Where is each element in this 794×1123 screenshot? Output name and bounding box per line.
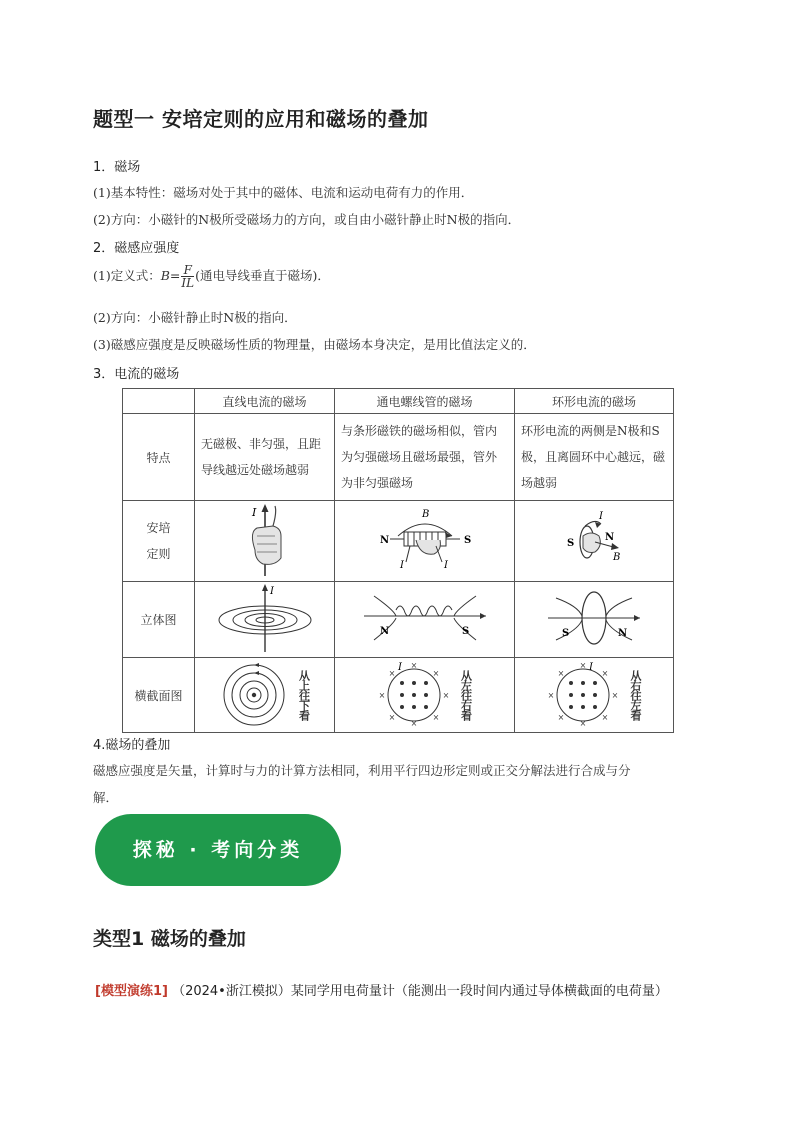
ring-cross-section-icon <box>545 662 621 728</box>
svg-text:×: × <box>388 669 395 678</box>
current-label: I <box>589 662 593 673</box>
view-direction-left-right: 从左往右看 <box>459 670 473 720</box>
example-line <box>95 980 668 999</box>
svg-text:×: × <box>442 691 449 700</box>
cross-solenoid-cell <box>335 658 515 733</box>
definition-prefix: (1)定义式： <box>93 268 161 283</box>
header-empty <box>123 389 195 414</box>
current-label: I <box>397 662 402 673</box>
south-label: S <box>562 628 570 639</box>
stereo-straight-cell <box>195 582 335 658</box>
ampere-ring-cell <box>515 501 674 582</box>
type-heading: 类型1 磁场的叠加 <box>93 928 246 950</box>
north-label: N <box>379 534 389 546</box>
page-title: 题型一 安培定则的应用和磁场的叠加 <box>93 107 429 131</box>
svg-text:×: × <box>432 713 439 722</box>
category-banner-text: 探秘 · 考向分类 <box>132 839 304 861</box>
stereo-ring-cell <box>515 582 674 658</box>
section-2-definition <box>93 264 330 289</box>
ampere-solenoid-cell <box>335 501 515 582</box>
fraction-denominator: IL <box>181 276 195 290</box>
north-label: N <box>605 531 615 543</box>
view-direction-top: 从上往下看 <box>297 670 311 720</box>
header-straight: 直线电流的磁场 <box>195 389 335 414</box>
svg-text:×: × <box>547 691 555 700</box>
feature-straight: 无磁极、非匀强，且距导线越远处磁场越弱 <box>195 414 335 501</box>
straight-field-3d-icon <box>210 582 320 654</box>
category-banner <box>95 814 341 886</box>
right-hand-ring-icon <box>539 502 649 578</box>
section-1-heading: 1．磁场 <box>93 160 141 175</box>
section-2-line-3: (3)磁感应强度是反映磁场性质的物理量，由磁场本身决定，是用比值法定义的． <box>93 337 536 352</box>
south-label: S <box>463 534 471 546</box>
ring-field-3d-icon <box>534 582 654 654</box>
feature-solenoid: 与条形磁铁的磁场相似，管内为匀强磁场且磁场最强，管外为非匀强磁场 <box>335 414 515 501</box>
section-2-heading: 2．磁感应强度 <box>93 241 180 256</box>
straight-cross-section-icon <box>218 662 290 728</box>
row-label-features: 特点 <box>123 414 195 501</box>
header-ring: 环形电流的磁场 <box>515 389 674 414</box>
north-label: N <box>379 626 389 637</box>
svg-text:×: × <box>601 669 609 678</box>
section-4-heading: 4.磁场的叠加 <box>93 738 171 753</box>
solenoid-field-3d-icon <box>350 582 500 654</box>
svg-text:×: × <box>579 719 587 728</box>
svg-text:×: × <box>410 662 417 670</box>
fraction <box>181 264 194 289</box>
table-row-features <box>123 414 674 501</box>
table-row-stereo <box>123 582 674 658</box>
cross-straight-cell <box>195 658 335 733</box>
table-header-row <box>123 389 674 414</box>
definition-lhs: B= <box>160 268 181 283</box>
ampere-straight-cell <box>195 501 335 582</box>
field-label: B <box>421 508 429 520</box>
current-label: I <box>251 505 256 519</box>
svg-text:×: × <box>410 719 417 728</box>
table-row-ampere <box>123 501 674 582</box>
row-label-ampere-1: 安培 <box>146 521 171 535</box>
view-direction-right-left: 从右往左看 <box>629 670 642 720</box>
section-1-line-2: (2)方向：小磁针的N极所受磁场力的方向，或自由小磁针静止时N极的指向． <box>93 212 521 227</box>
row-label-stereo: 立体图 <box>123 582 195 658</box>
svg-text:×: × <box>432 669 439 678</box>
section-4-line-1: 磁感应强度是矢量，计算时与力的计算方法相同，利用平行四边形定则或正交分解法进行合成与分 <box>93 763 631 778</box>
feature-ring: 环形电流的两侧是N极和S极，且离圆环中心越远，磁场越弱 <box>515 414 674 501</box>
svg-text:×: × <box>601 713 609 722</box>
cross-ring-cell <box>515 658 674 733</box>
table-row-cross <box>123 658 674 733</box>
current-label-left: I <box>399 559 404 571</box>
current-label: I <box>269 586 274 597</box>
section-3-heading: 3．电流的磁场 <box>93 367 180 382</box>
example-tag: [模型演练1] <box>95 984 168 999</box>
svg-text:×: × <box>557 669 565 678</box>
field-label: B <box>613 551 621 563</box>
svg-text:×: × <box>378 691 385 700</box>
definition-suffix: (通电导线垂直于磁场)． <box>195 268 330 283</box>
south-label: S <box>461 626 469 637</box>
section-4-line-2: 解． <box>93 790 119 805</box>
solenoid-cross-section-icon <box>376 662 452 728</box>
current-label: I <box>599 510 603 522</box>
row-label-cross: 横截面图 <box>123 658 195 733</box>
north-label: N <box>618 628 628 639</box>
example-text: （2024•浙江模拟）某同学用电荷量计（能测出一段时间内通过导体横截面的电荷量） <box>172 984 668 999</box>
svg-text:×: × <box>579 662 587 670</box>
stereo-solenoid-cell <box>335 582 515 658</box>
magnetic-field-table <box>122 388 674 733</box>
section-2-line-2: (2)方向：小磁针静止时N极的指向． <box>93 310 297 325</box>
fraction-numerator: F <box>181 264 194 277</box>
svg-text:×: × <box>557 713 565 722</box>
current-label-right: I <box>443 559 448 571</box>
south-label: S <box>567 537 575 549</box>
right-hand-straight-icon <box>215 502 315 578</box>
row-label-ampere-2: 定则 <box>146 547 171 561</box>
svg-text:×: × <box>611 691 619 700</box>
section-1-line-1: (1)基本特性：磁场对处于其中的磁体、电流和运动电荷有力的作用． <box>93 185 474 200</box>
right-hand-solenoid-icon <box>360 502 490 578</box>
row-label-ampere <box>123 501 195 582</box>
header-solenoid: 通电螺线管的磁场 <box>335 389 515 414</box>
svg-text:×: × <box>388 713 395 722</box>
